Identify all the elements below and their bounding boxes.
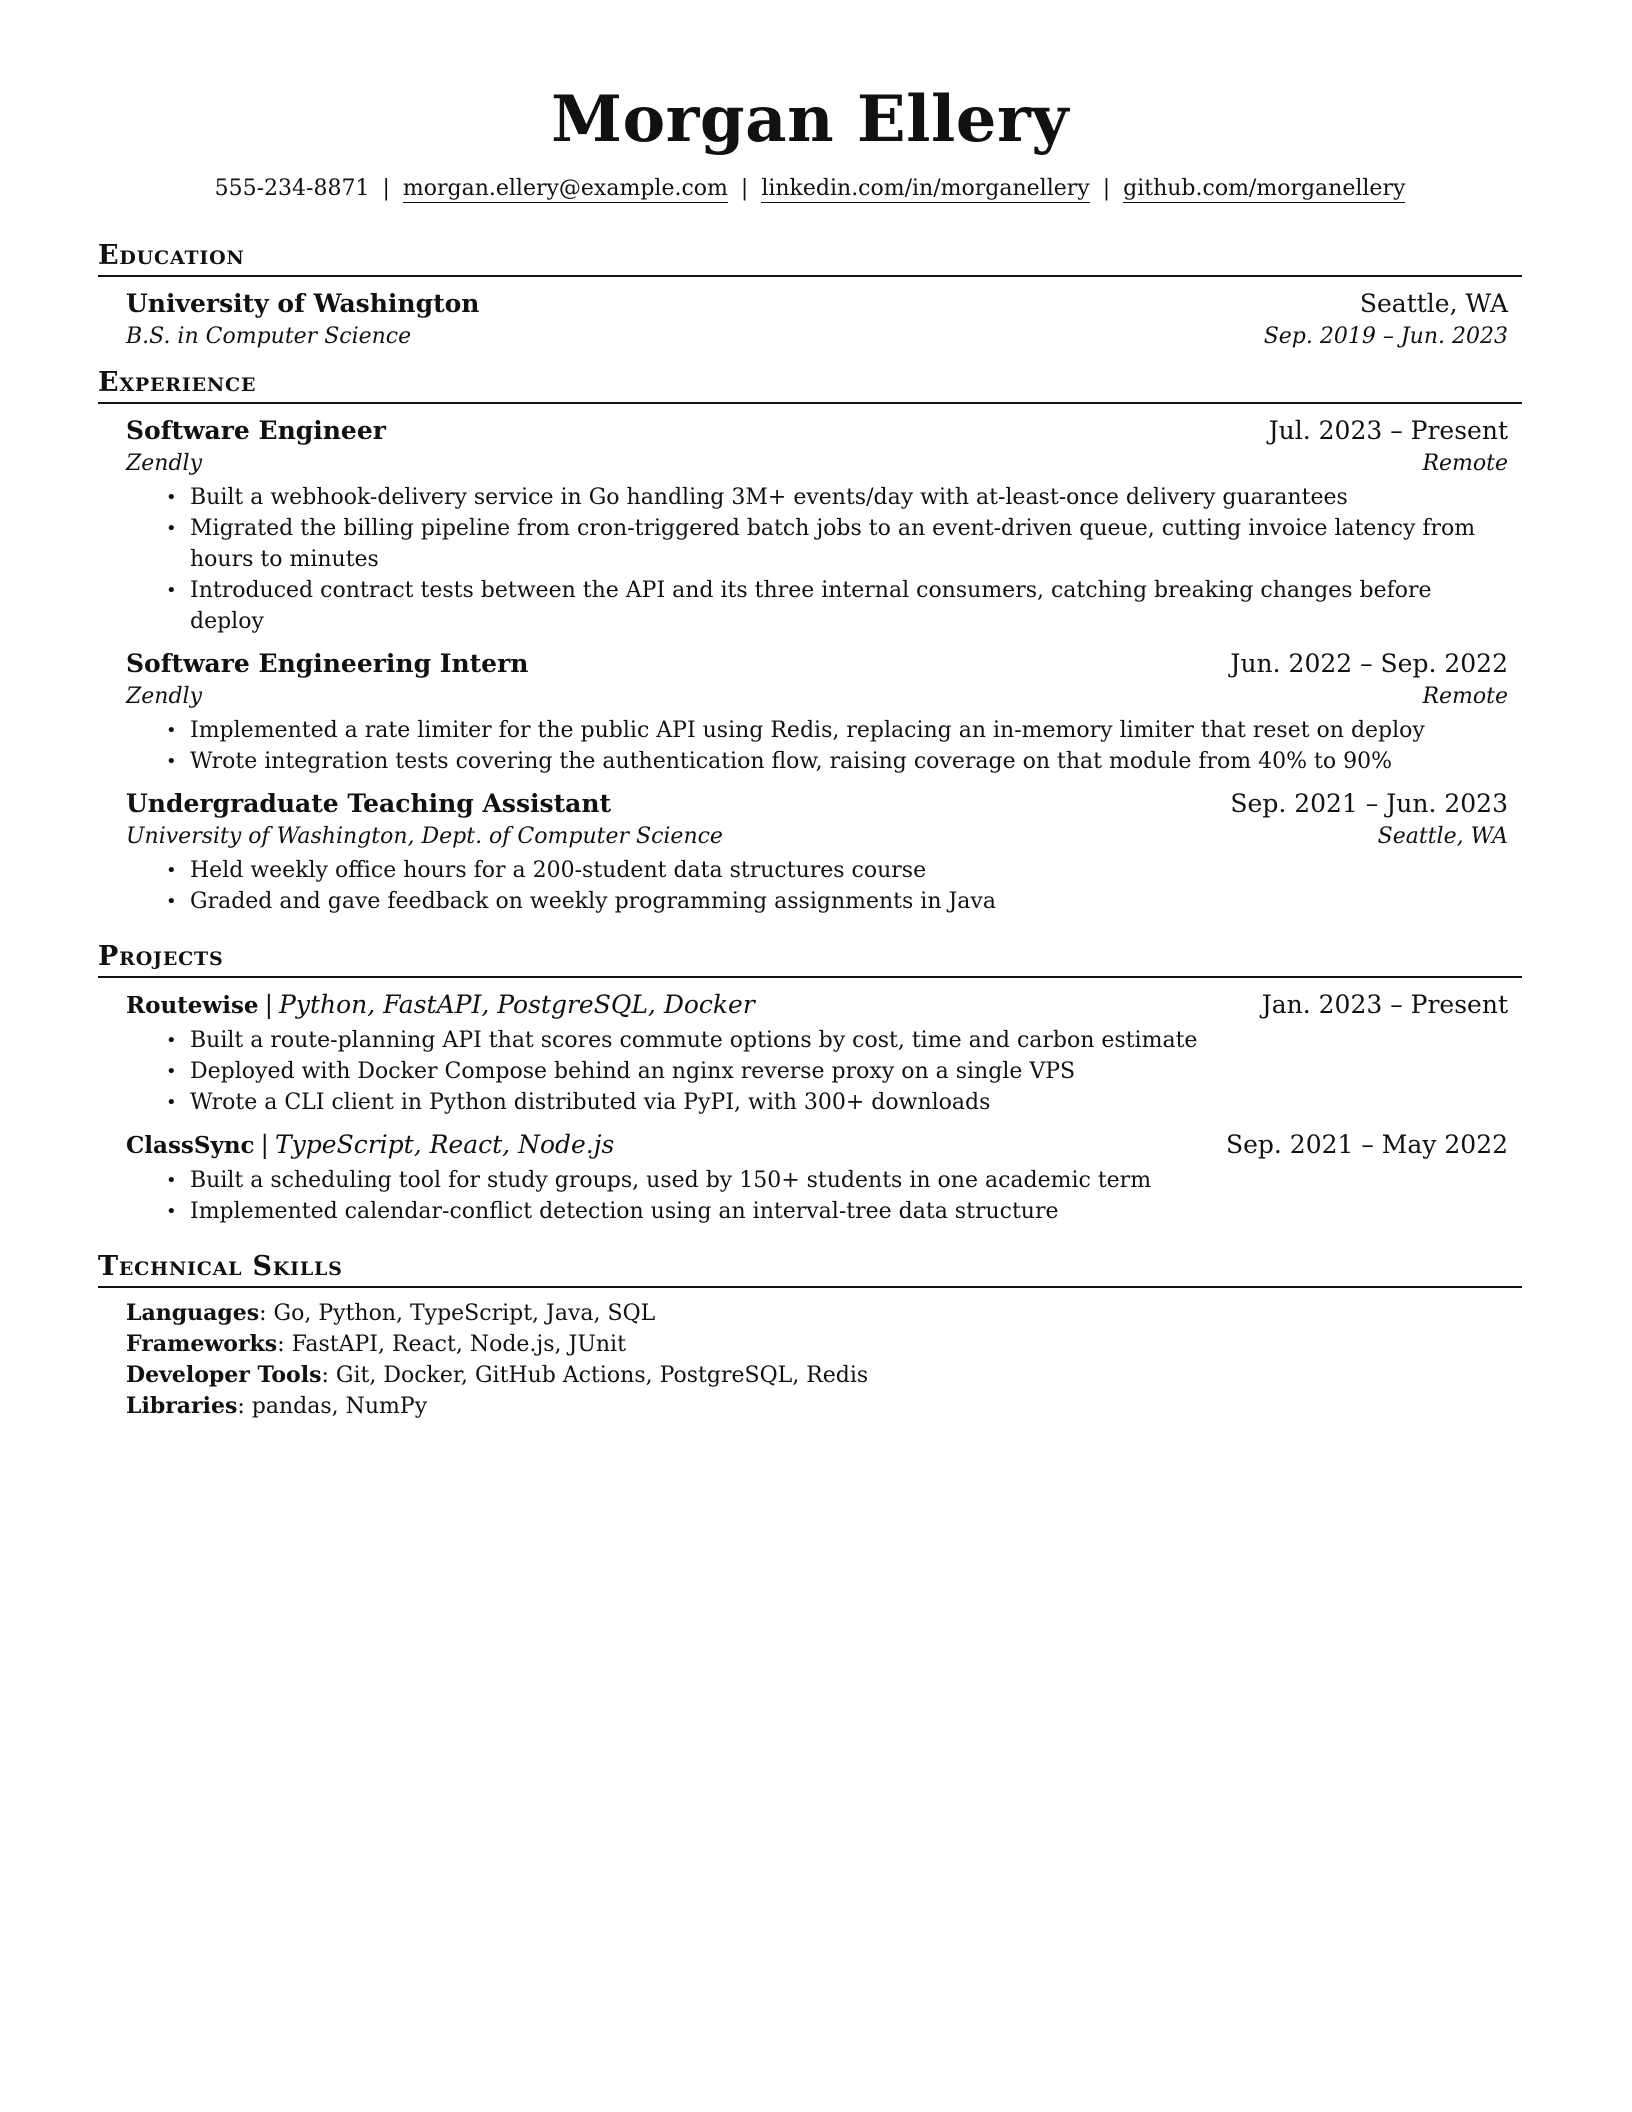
project-entry bbox=[126, 1130, 1508, 1227]
skill-line: Languages: Go, Python, TypeScript, Java, SQL bbox=[126, 1300, 656, 1327]
skills-section bbox=[98, 1253, 1522, 1422]
section-title-projects: Projects bbox=[98, 943, 1522, 978]
bullet-item: • Built a scheduling tool for study groups, used by 150+ students in one academic term bbox=[190, 1165, 1508, 1196]
bullet-item: • Graded and gave feedback on weekly programming assignments in Java bbox=[190, 886, 1508, 917]
bullet-item: • Held weekly office hours for a 200-student data structures course bbox=[190, 855, 1508, 886]
degree: B.S. in Computer Science bbox=[126, 324, 412, 350]
job-sub bbox=[126, 684, 1508, 709]
separator: | bbox=[382, 176, 390, 201]
linkedin-link[interactable]: linkedin.com/in/morganellery bbox=[761, 176, 1090, 201]
job-dates: Jul. 2023 – Present bbox=[1268, 416, 1508, 446]
skill-value: pandas, NumPy bbox=[251, 1394, 428, 1420]
job-header bbox=[126, 649, 1508, 678]
bullet-item: • Wrote a CLI client in Python distributed via PyPI, with 300+ downloads bbox=[190, 1087, 1508, 1118]
school-location: Seattle, WA bbox=[1359, 289, 1508, 319]
job-title: Software Engineering Intern bbox=[126, 649, 529, 679]
bullet-item: • Implemented a rate limiter for the public API using Redis, replacing an in-memory limiter that reset on deploy bbox=[190, 715, 1508, 746]
separator: | bbox=[1102, 176, 1111, 201]
project-tech: Python, FastAPI, PostgreSQL, Docker bbox=[279, 990, 755, 1020]
skills-list bbox=[98, 1298, 1522, 1422]
separator: | bbox=[740, 176, 749, 201]
job-location: Seattle, WA bbox=[1377, 824, 1508, 850]
bullet-item: • Implemented calendar-conflict detection using an interval-tree data structure bbox=[190, 1196, 1508, 1227]
skill-value: FastAPI, React, Node.js, JUnit bbox=[291, 1332, 626, 1358]
section-title-experience: Experience bbox=[98, 369, 1522, 404]
separator: | bbox=[260, 1130, 269, 1160]
project-bullets bbox=[126, 1025, 1508, 1118]
skill-label: Libraries bbox=[126, 1393, 238, 1420]
email-link[interactable]: morgan.ellery@example.com bbox=[402, 176, 728, 201]
skill-line: Libraries: pandas, NumPy bbox=[126, 1393, 428, 1420]
company-name: Zendly bbox=[126, 451, 203, 477]
skill-value: Go, Python, TypeScript, Java, SQL bbox=[273, 1301, 656, 1327]
project-dates: Jan. 2023 – Present bbox=[1261, 990, 1508, 1020]
skill-line: Frameworks: FastAPI, React, Node.js, JUnit bbox=[126, 1331, 626, 1358]
education-entry-sub bbox=[126, 324, 1508, 349]
phone-number: 555-234-8871 bbox=[214, 176, 370, 201]
bullet-item: • Wrote integration tests covering the authentication flow, raising coverage on that module from 40% to 90% bbox=[190, 746, 1508, 777]
job-header bbox=[126, 789, 1508, 818]
project-title-line bbox=[126, 1130, 614, 1159]
skill-value: Git, Docker, GitHub Actions, PostgreSQL, Redis bbox=[335, 1363, 869, 1389]
project-name: Routewise bbox=[126, 992, 259, 1020]
bullet-item: • Deployed with Docker Compose behind an nginx reverse proxy on a single VPS bbox=[190, 1056, 1508, 1087]
job-header bbox=[126, 416, 1508, 445]
bullet-item: • Built a route-planning API that scores commute options by cost, time and carbon estimate bbox=[190, 1025, 1508, 1056]
experience-entry bbox=[126, 649, 1508, 777]
job-title: Software Engineer bbox=[126, 416, 386, 446]
job-dates: Jun. 2022 – Sep. 2022 bbox=[1230, 649, 1508, 679]
job-dates: Sep. 2021 – Jun. 2023 bbox=[1230, 789, 1508, 819]
experience-entry bbox=[126, 416, 1508, 637]
job-sub bbox=[126, 451, 1508, 476]
contact-line bbox=[98, 176, 1522, 202]
project-entries bbox=[98, 990, 1522, 1227]
job-location: Remote bbox=[1422, 684, 1508, 710]
experience-entry bbox=[126, 789, 1508, 917]
skill-label: Languages bbox=[126, 1300, 260, 1327]
job-sub bbox=[126, 824, 1508, 849]
experience-section bbox=[98, 369, 1522, 917]
candidate-name: Morgan Ellery bbox=[551, 82, 1069, 157]
github-link[interactable]: github.com/morganellery bbox=[1123, 176, 1406, 201]
education-dates: Sep. 2019 – Jun. 2023 bbox=[1263, 324, 1508, 350]
job-bullets bbox=[126, 855, 1508, 917]
experience-entries bbox=[98, 416, 1522, 917]
projects-section bbox=[98, 943, 1522, 1227]
education-entry-header bbox=[126, 289, 1508, 318]
company-name: University of Washington, Dept. of Computer Science bbox=[126, 824, 723, 850]
skill-label: Frameworks bbox=[126, 1331, 278, 1358]
company-name: Zendly bbox=[126, 684, 203, 710]
job-bullets bbox=[126, 482, 1508, 637]
separator: | bbox=[264, 990, 273, 1020]
education-entries bbox=[98, 289, 1522, 349]
job-title: Undergraduate Teaching Assistant bbox=[126, 789, 612, 819]
bullet-item: • Introduced contract tests between the API and its three internal consumers, catching breaking changes before deploy bbox=[190, 575, 1508, 637]
school-name: University of Washington bbox=[126, 289, 480, 319]
job-location: Remote bbox=[1422, 451, 1508, 477]
project-dates: Sep. 2021 – May 2022 bbox=[1225, 1130, 1508, 1160]
project-entry bbox=[126, 990, 1508, 1118]
education-section bbox=[98, 242, 1522, 349]
section-title-skills: Technical Skills bbox=[98, 1253, 1522, 1288]
project-bullets bbox=[126, 1165, 1508, 1227]
project-title-line bbox=[126, 990, 755, 1019]
section-title-education: Education bbox=[98, 242, 1522, 277]
project-header bbox=[126, 990, 1508, 1019]
project-name: ClassSync bbox=[126, 1132, 255, 1160]
bullet-item: • Built a webhook-delivery service in Go handling 3M+ events/day with at-least-once delivery guarantees bbox=[190, 482, 1508, 513]
skill-label: Developer Tools bbox=[126, 1362, 322, 1389]
skill-line: Developer Tools: Git, Docker, GitHub Actions, PostgreSQL, Redis bbox=[126, 1362, 869, 1389]
project-tech: TypeScript, React, Node.js bbox=[274, 1130, 615, 1160]
project-header bbox=[126, 1130, 1508, 1159]
bullet-item: • Migrated the billing pipeline from cron-triggered batch jobs to an event-driven queue, cutting invoice latency from hours to minutes bbox=[190, 513, 1508, 575]
job-bullets bbox=[126, 715, 1508, 777]
